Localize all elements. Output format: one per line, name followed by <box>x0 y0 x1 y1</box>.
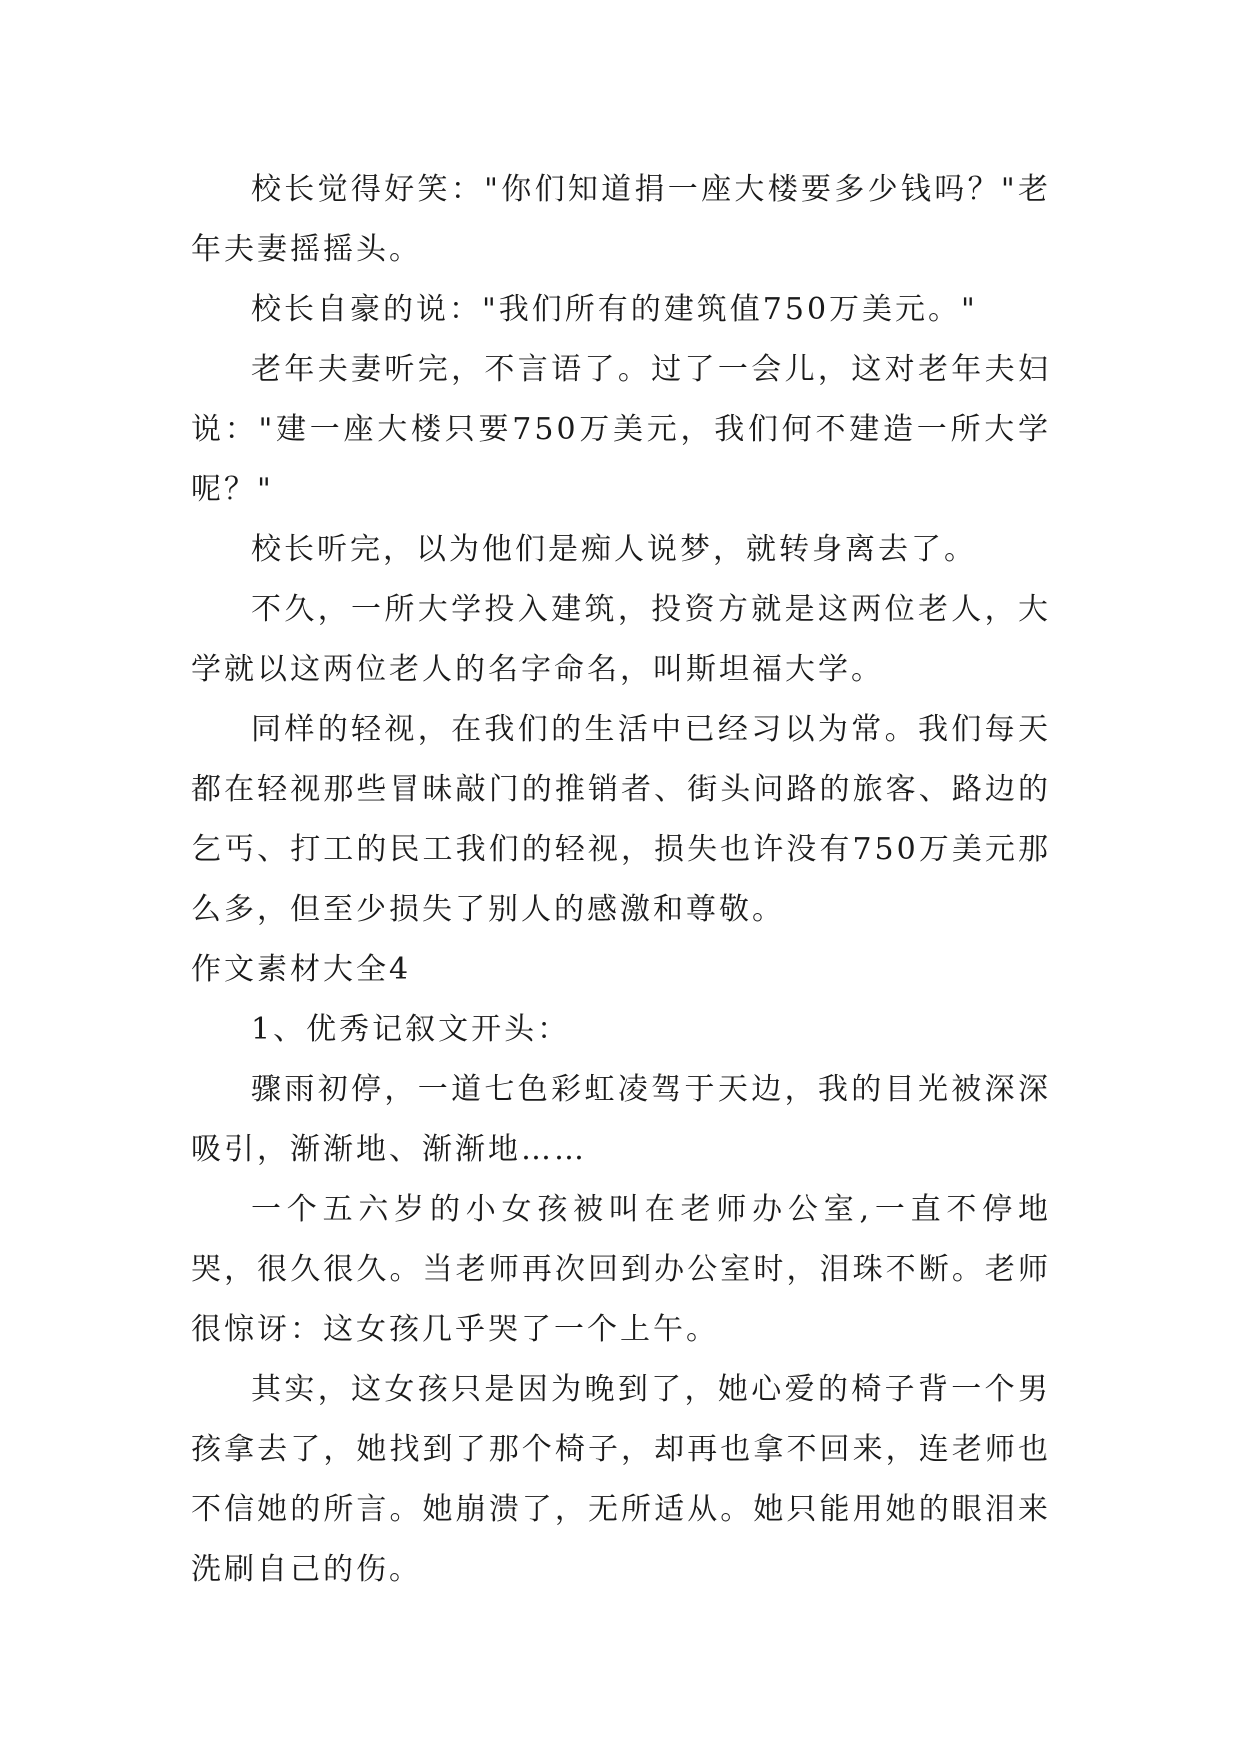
paragraph: 老年夫妻听完，不言语了。过了一会儿，这对老年夫妇说："建一座大楼只要750万美元，我们何不建造一所大学呢？" <box>191 352 1051 507</box>
paragraph: 不久，一所大学投入建筑，投资方就是这两位老人，大学就以这两位老人的名字命名，叫斯坦福大学。 <box>191 592 1051 687</box>
paragraph: 校长自豪的说："我们所有的建筑值750万美元。" <box>251 292 978 327</box>
document-body <box>191 160 1051 1600</box>
section-heading: 作文素材大全4 <box>191 952 412 987</box>
paragraph: 一个五六岁的小女孩被叫在老师办公室,一直不停地哭，很久很久。当老师再次回到办公室时，泪珠不断。老师很惊讶：这女孩几乎哭了一个上午。 <box>191 1192 1051 1347</box>
paragraph: 1、优秀记叙文开头： <box>251 1012 571 1047</box>
paragraph: 校长觉得好笑："你们知道捐一座大楼要多少钱吗？"老年夫妻摇摇头。 <box>191 172 1051 267</box>
paragraph: 校长听完，以为他们是痴人说梦，就转身离去了。 <box>251 532 977 567</box>
paragraph: 同样的轻视，在我们的生活中已经习以为常。我们每天都在轻视那些冒昧敲门的推销者、街头问路的旅客、路边的乞丐、打工的民工我们的轻视，损失也许没有750万美元那么多，但至少损失了别人的感激和尊敬。 <box>191 712 1051 927</box>
paragraph: 其实，这女孩只是因为晚到了，她心爱的椅子背一个男孩拿去了，她找到了那个椅子，却再也拿不回来，连老师也不信她的所言。她崩溃了，无所适从。她只能用她的眼泪来洗刷自己的伤。 <box>191 1372 1051 1587</box>
paragraph: 骤雨初停，一道七色彩虹凌驾于天边，我的目光被深深吸引，渐渐地、渐渐地…… <box>191 1072 1051 1167</box>
